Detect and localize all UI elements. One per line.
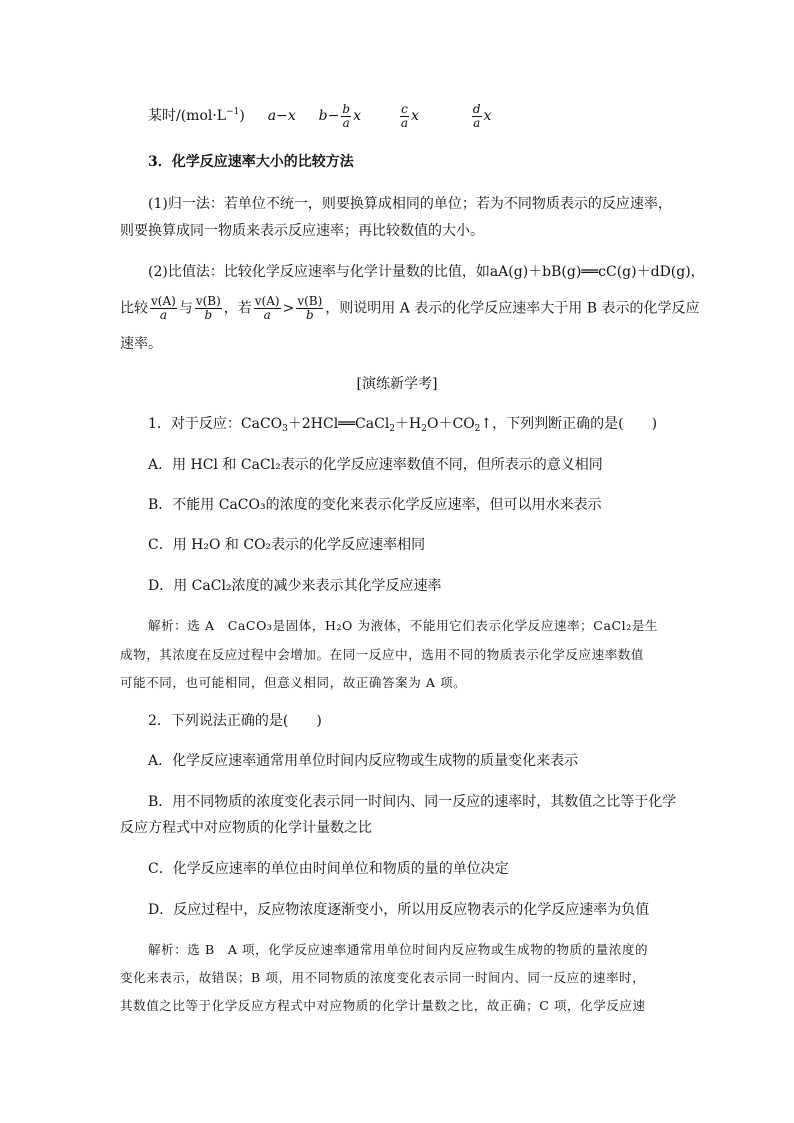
section-title: 3．化学反应速率大小的比较方法	[148, 154, 354, 170]
fraction-b-over-a: $\frac{b}{a}$	[342, 101, 351, 130]
fraction-c-over-a: $\frac{c}{a}$	[400, 101, 409, 130]
question-2-option-b-1: B．用不同物质的浓度变化表示同一时间内、同一反应的速率时，其数值之比等于化学	[148, 794, 677, 810]
question-2-option-b-2: 反应方程式中对应物质的化学计量数之比	[120, 820, 372, 836]
question-2-explanation-3: 其数值之比等于化学反应方程式中对应物质的化学计量数之比，故正确；C 项，化学反应速	[120, 998, 646, 1013]
table-row-at-time: 某时$/(mol\cdot L^{-1})$ a−x b− $\frac{b}{a}$ x $\frac{c}{a}$ x $\frac{d}{a}$ x	[148, 101, 492, 130]
question-1-stem: 1．对于反应：$CaCO_3+2HCl══CaCl_2+H_2O+CO_2↑$，下列判断正确的是( )	[148, 416, 658, 434]
paragraph-ratio-3: 速率。	[120, 336, 162, 352]
paragraph-ratio-1: (2)比值法：比较化学反应速率与化学计量数的比值，如aA(g)＋bB(g)══cC(g)＋dD(g)，	[148, 264, 705, 280]
term-a: a	[267, 108, 277, 124]
fraction-vb-over-b: $\frac{v(B)}{b}$	[195, 294, 221, 322]
question-1-option-d: D．用 CaCl₂浓度的减少来表示其化学反应速率	[148, 578, 442, 594]
question-2-stem: 2．下列说法正确的是( )	[148, 713, 322, 729]
term-b: b−	[318, 108, 340, 124]
question-1-explanation-3: 可能不同，也可能相同，但意义相同，故正确答案为 A 项。	[120, 675, 467, 690]
question-2-explanation-1: 解析：选 B A 项，化学反应速率通常用单位时间内反应物或生成物的物质的量浓度的	[148, 942, 649, 957]
fraction-va-over-a: $\frac{v(A)}{a}$	[151, 294, 176, 322]
question-2-option-a: A．化学反应速率通常用单位时间内反应物或生成物的质量变化来表示	[148, 753, 579, 769]
paragraph-normalize-2: 则要换算成同一物质来表示反应速率；再比较数值的大小。	[120, 223, 484, 239]
practice-header: [演练新学考]	[356, 376, 438, 392]
fraction-d-over-a: $\frac{d}{a}$	[472, 101, 481, 130]
question-1-option-c: C．用 H₂O 和 CO₂表示的化学反应速率相同	[148, 537, 426, 553]
question-1-explanation-2: 成物，其浓度在反应过程中会增加。在同一反应中，选用不同的物质表示化学反应速率数值	[120, 647, 645, 662]
question-2-option-d: D．反应过程中，反应物浓度逐渐变小，所以用反应物表示的化学反应速率为负值	[148, 902, 650, 918]
question-1-explanation-1: 解析：选 A CaCO₃是固体，H₂O 为液体，不能用它们表示化学反应速率；CaCl₂是生	[148, 618, 659, 633]
question-1-option-a: A．用 HCl 和 CaCl₂表示的化学反应速率数值不同，但所表示的意义相同	[148, 457, 603, 473]
question-2-option-c: C．化学反应速率的单位由时间单位和物质的量的单位决定	[148, 861, 509, 877]
question-2-explanation-2: 变化来表示，故错误；B 项，用不同物质的浓度变化表示同一时间内、同一反应的速率时，	[120, 970, 646, 985]
question-1-option-b: B．不能用 CaCO₃的浓度的变化来表示化学反应速率，但可以用水来表示	[148, 497, 602, 513]
row-label: 某时/(mol·L	[148, 108, 227, 124]
paragraph-normalize-1: (1)归一法：若单位不统一，则要换算成相同的单位；若为不同物质表示的反应速率，	[148, 196, 672, 212]
paragraph-ratio-2: 比较 $\frac{v(A)}{a}$ 与 $\frac{v(B)}{b}$ ，若 $\frac{v(A)}{a}$ > $\frac{v(B)}{b}$ ，则说明用 A 表示的化学反应速率大于用 B 表示的化学反应	[120, 294, 700, 322]
